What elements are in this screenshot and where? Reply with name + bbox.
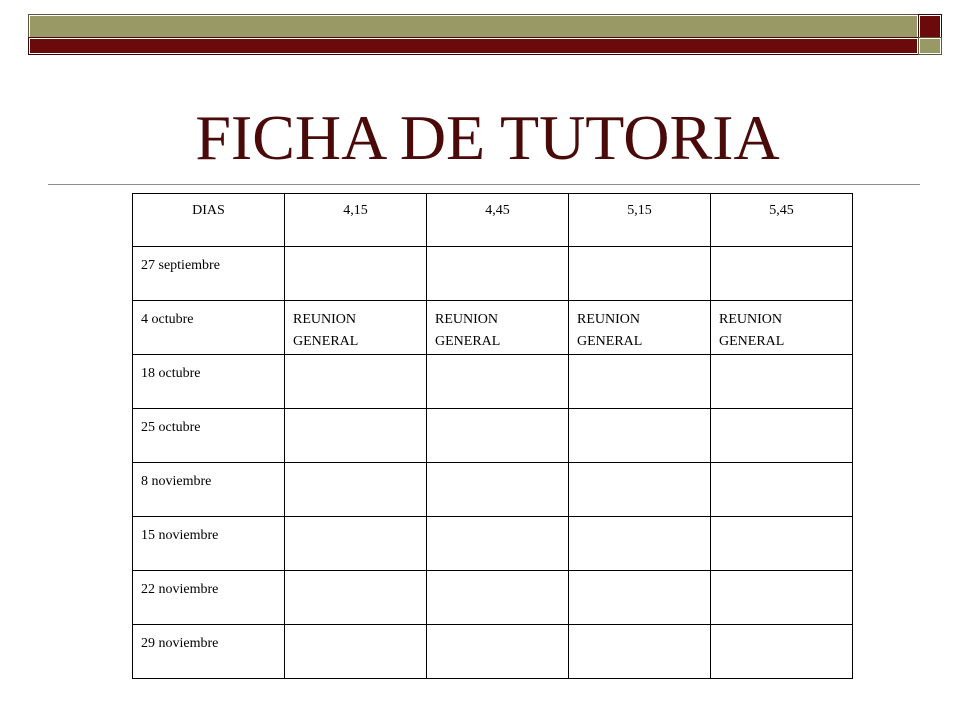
header-square-olive: [919, 38, 941, 54]
slot-cell[interactable]: [285, 517, 427, 571]
table-row: [133, 571, 853, 625]
date-cell: 27 septiembre: [133, 247, 285, 301]
column-header-time: 4,15: [285, 194, 427, 247]
slot-cell[interactable]: REUNION GENERAL: [711, 301, 853, 355]
table-row: [133, 517, 853, 571]
slot-cell[interactable]: [569, 571, 711, 625]
slot-cell[interactable]: [711, 571, 853, 625]
slot-cell[interactable]: REUNION GENERAL: [569, 301, 711, 355]
table-row: [133, 301, 853, 355]
slot-cell[interactable]: [711, 355, 853, 409]
date-cell: 18 octubre: [133, 355, 285, 409]
header-bar-olive: [29, 15, 918, 38]
header-bar-maroon: [29, 38, 918, 54]
slot-cell[interactable]: [285, 571, 427, 625]
column-header-time: 5,45: [711, 194, 853, 247]
slot-cell[interactable]: [711, 517, 853, 571]
slot-cell[interactable]: [427, 463, 569, 517]
slot-cell[interactable]: REUNION GENERAL: [285, 301, 427, 355]
table-row: [133, 463, 853, 517]
slot-cell[interactable]: [569, 517, 711, 571]
slot-cell[interactable]: [427, 247, 569, 301]
slot-cell[interactable]: [569, 409, 711, 463]
header-square-maroon: [919, 15, 941, 38]
slot-cell[interactable]: [427, 355, 569, 409]
slot-cell[interactable]: [285, 625, 427, 679]
table-row: [133, 409, 853, 463]
slot-cell[interactable]: [711, 625, 853, 679]
slot-cell[interactable]: [427, 571, 569, 625]
column-header-time: 4,45: [427, 194, 569, 247]
slot-cell[interactable]: [569, 625, 711, 679]
slot-cell[interactable]: [569, 463, 711, 517]
date-cell: 8 noviembre: [133, 463, 285, 517]
slot-cell[interactable]: [711, 463, 853, 517]
slot-cell[interactable]: [427, 409, 569, 463]
column-header-dias: DIAS: [133, 194, 285, 247]
title-divider: [48, 184, 920, 185]
table-row: [133, 355, 853, 409]
date-cell: 15 noviembre: [133, 517, 285, 571]
slot-cell[interactable]: [569, 355, 711, 409]
slot-cell[interactable]: [427, 625, 569, 679]
table-row: [133, 247, 853, 301]
slot-cell[interactable]: REUNION GENERAL: [427, 301, 569, 355]
date-cell: 22 noviembre: [133, 571, 285, 625]
slot-cell[interactable]: [285, 355, 427, 409]
date-cell: 4 octubre: [133, 301, 285, 355]
date-cell: 25 octubre: [133, 409, 285, 463]
slot-cell[interactable]: [711, 409, 853, 463]
slot-cell[interactable]: [285, 247, 427, 301]
table-row: [133, 625, 853, 679]
slot-cell[interactable]: [569, 247, 711, 301]
slot-cell[interactable]: [711, 247, 853, 301]
table-header-row: [133, 194, 853, 247]
tutoring-schedule-table: [132, 193, 853, 679]
date-cell: 29 noviembre: [133, 625, 285, 679]
column-header-time: 5,15: [569, 194, 711, 247]
slot-cell[interactable]: [427, 517, 569, 571]
slot-cell[interactable]: [285, 409, 427, 463]
slide-title: FICHA DE TUTORIA: [195, 102, 780, 173]
slot-cell[interactable]: [285, 463, 427, 517]
